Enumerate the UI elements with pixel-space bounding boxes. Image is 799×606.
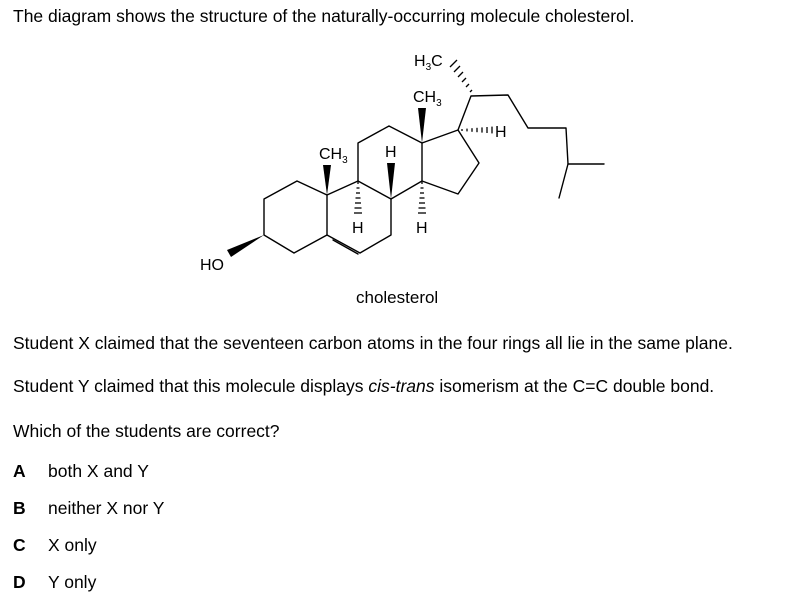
student-y-claim: Student Y claimed that this molecule displays cis-trans isomerism at the C=C double bond. <box>13 376 715 396</box>
option-text: X only <box>48 535 97 555</box>
side-chain <box>458 95 604 164</box>
option-c[interactable] <box>13 535 97 556</box>
option-text: both X and Y <box>48 461 149 481</box>
double-bond-inner <box>333 240 358 254</box>
question-text: Which of the students are correct? <box>13 421 280 441</box>
wedge-bond-h-top <box>387 163 395 199</box>
isopropyl-branch <box>559 164 568 198</box>
ring-d-bonds <box>422 130 479 194</box>
option-letter: C <box>13 535 26 555</box>
question-intro: The diagram shows the structure of the naturally-occurring molecule cholesterol. <box>13 6 635 26</box>
option-text: neither X nor Y <box>48 498 165 518</box>
h-mid2-label: H <box>416 220 428 237</box>
wedge-bond-ch3-ring-c <box>418 108 426 143</box>
h-right-label: H <box>495 124 507 141</box>
option-d[interactable] <box>13 572 96 593</box>
h3c-label: $H_3C$ <box>414 53 443 73</box>
option-letter: A <box>13 461 26 481</box>
option-a[interactable] <box>13 461 149 482</box>
option-b[interactable] <box>13 498 164 519</box>
molecule-caption: cholesterol <box>356 288 439 307</box>
hash-bond-h-mid2 <box>418 183 426 213</box>
ch3-top-label: $CH_3$ <box>413 89 442 109</box>
student-x-claim: Student X claimed that the seventeen carbon atoms in the four rings all lie in the same plane. <box>13 333 733 353</box>
option-text: Y only <box>48 572 97 592</box>
hash-bond-h3c <box>450 60 472 92</box>
h-top-label: H <box>385 144 397 161</box>
wedge-bond-ch3-ring-a <box>323 165 331 195</box>
h-mid1-label: H <box>352 220 364 237</box>
wedge-bond-ho <box>227 235 264 257</box>
hash-bond-h-right <box>462 127 492 134</box>
ch3-left-label: $CH_3$ <box>319 146 348 166</box>
ho-label: HO <box>200 257 224 274</box>
option-letter: B <box>13 498 26 518</box>
hash-bond-h-mid1 <box>354 183 362 213</box>
ring-a-bonds <box>264 181 327 253</box>
option-letter: D <box>13 572 26 592</box>
